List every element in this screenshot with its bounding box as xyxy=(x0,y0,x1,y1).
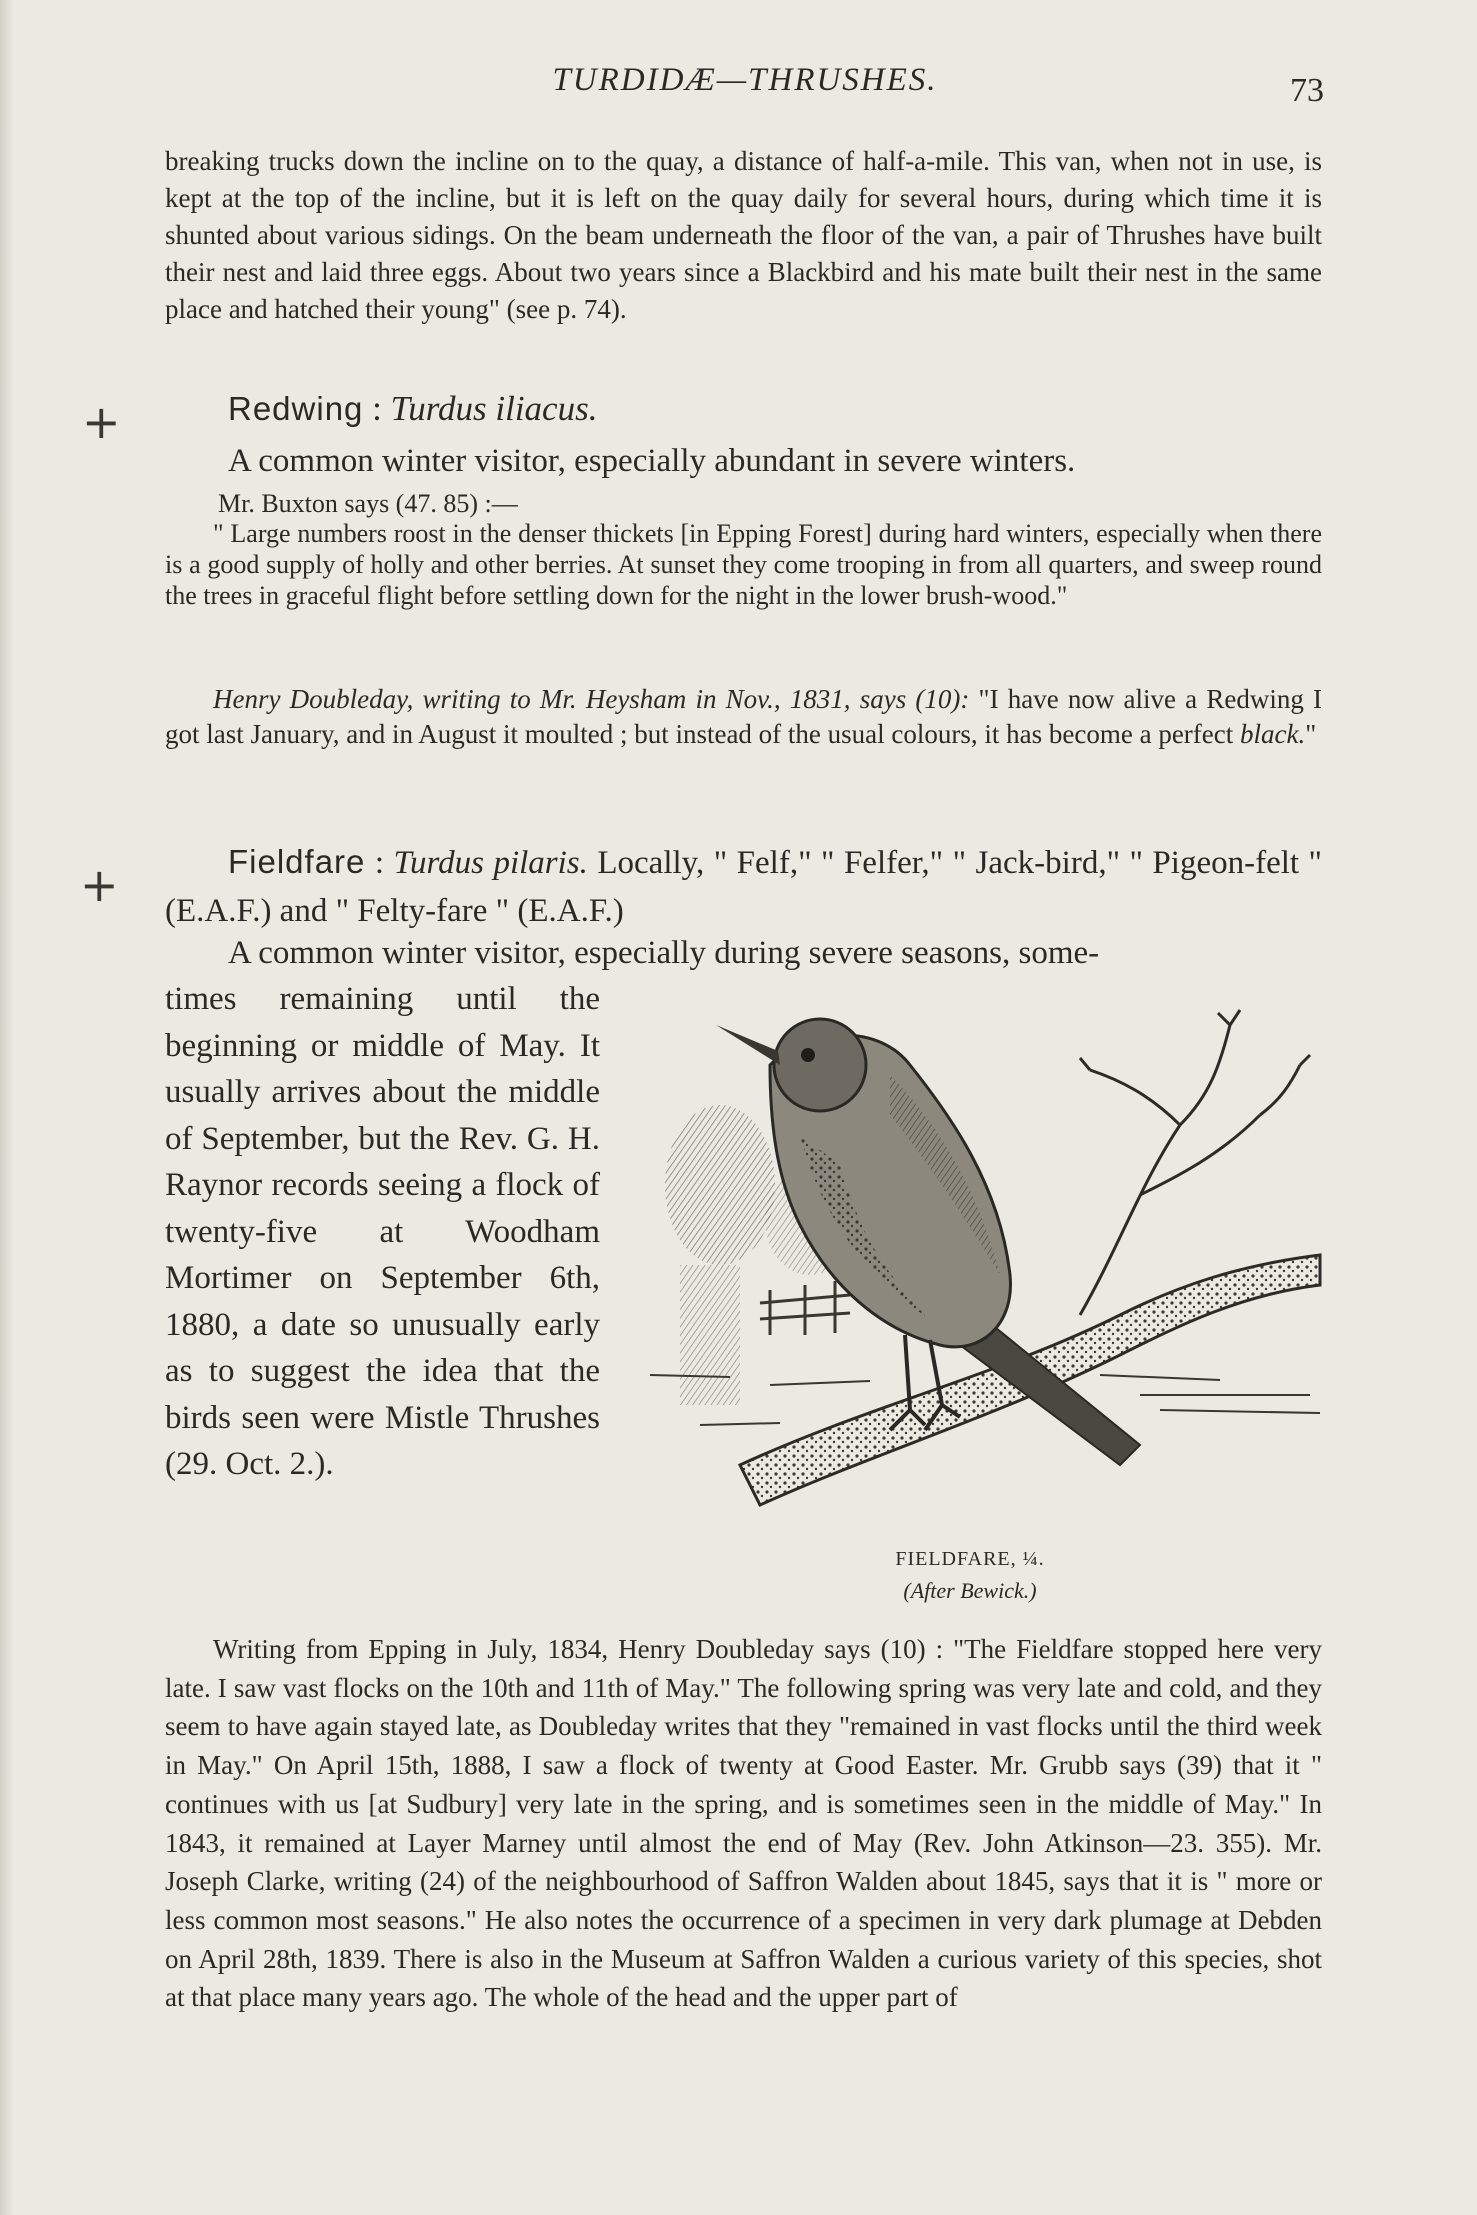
redwing-separator: : xyxy=(363,389,391,428)
fieldfare-local-names: Locally, " Felf," " Felfer," " Jack-bird," " Pigeon-felt " (E.A.F.) and " Felty-fare " (E.A.F.) xyxy=(165,845,1323,929)
doubleday-quote: "I have now alive a Redwing I got last January, and in August it moulted ; but instead of the usual colours, it has become a perfect xyxy=(165,684,1322,749)
redwing-status: A common winter visitor, especially abundant in severe winters. xyxy=(228,443,1076,479)
redwing-latin-name: Turdus iliacus. xyxy=(390,389,598,428)
redwing-doubleday-note xyxy=(165,682,1322,752)
doubleday-end: " xyxy=(1305,719,1317,749)
redwing-heading xyxy=(228,385,1328,433)
redwing-name: Redwing xyxy=(228,390,364,427)
running-title: TURDIDÆ—THRUSHES. xyxy=(552,62,938,98)
margin-cross-mark: + xyxy=(82,395,121,449)
fieldfare-wrap-paragraph: times remaining until the beginning or middle of May. It usually arrives about the middle of September, but the Rev. G. H. Raynor records seeing a flock of twenty-five at Woodham Mortimer on September 6th, 1880, a date so unusually early as to suggest the idea that the birds seen were Mistle Thrushes (29. Oct. 2.). xyxy=(165,981,600,1482)
fieldfare-wrapped-text xyxy=(165,976,600,1488)
redwing-buxton-quote: " Large numbers roost in the denser thickets [in Epping Forest] during hard winters, especially when there is a good supply of holly and other berries. At sunset they come trooping in from all quarters, and sweep round the trees in graceful flight before settling down for the night in the lower brush-wood." xyxy=(165,519,1322,610)
doubleday-black: black. xyxy=(1240,719,1306,749)
margin-cross-mark: + xyxy=(80,858,119,912)
fieldfare-engraving xyxy=(620,985,1330,1555)
page-gutter-shadow xyxy=(0,0,14,2215)
page-number: 73 xyxy=(1290,72,1324,109)
doubleday-intro: Henry Doubleday, writing to Mr. Heysham in Nov., 1831, says (10): xyxy=(213,684,970,714)
opening-paragraph: breaking trucks down the incline on to the quay, a distance of half-a-mile. This van, when not in use, is kept at the top of the incline, but it is left on the quay daily for several hours, during which time it is shunted about various sidings. On the beam underneath the floor of the van, a pair of Thrushes have built their nest and laid three eggs. About two years since a Blackbird and his mate built their nest in the same place and hatched their young" (see p. 74). xyxy=(165,146,1322,324)
redwing-buxton-intro: Mr. Buxton says (47. 85) :— xyxy=(218,489,518,518)
fieldfare-heading xyxy=(165,838,1322,935)
fieldfare-latin-name: Turdus pilaris. xyxy=(393,845,588,881)
figure-caption: FIELDFARE, ¼. xyxy=(895,1548,1045,1570)
fieldfare-separator: : xyxy=(365,845,394,881)
fieldfare-closing-paragraph: Writing from Epping in July, 1834, Henry Doubleday says (10) : "The Fieldfare stopped here very late. I saw vast flocks on the 10th and 11th of May." The following spring was very late and cold, and they seem to have again stayed late, as Doubleday writes that they "remained in vast flocks until the third week in May." On April 15th, 1888, I saw a flock of twenty at Good Easter. Mr. Grubb says (39) that it " continues with us [at Sudbury] very late in the spring, and is sometimes seen in the middle of May." In 1843, it remained at Layer Marney until almost the end of May (Rev. John Atkinson—23. 355). Mr. Joseph Clarke, writing (24) of the neighbourhood of Saffron Walden about 1845, says that it is " more or less common most seasons." He also notes the occurrence of a specimen in very dark plumage at Debden on April 28th, 1839. There is also in the Museum at Saffron Walden a curious variety of this species, shot at that place many years ago. The whole of the head and the upper part of xyxy=(165,1634,1322,2013)
fieldfare-closing-text xyxy=(165,1630,1322,2017)
fieldfare-status-line: A common winter visitor, especially during severe seasons, some- xyxy=(228,935,1100,971)
fieldfare-name: Fieldfare xyxy=(228,843,366,880)
figure-credit: (After Bewick.) xyxy=(903,1578,1037,1603)
